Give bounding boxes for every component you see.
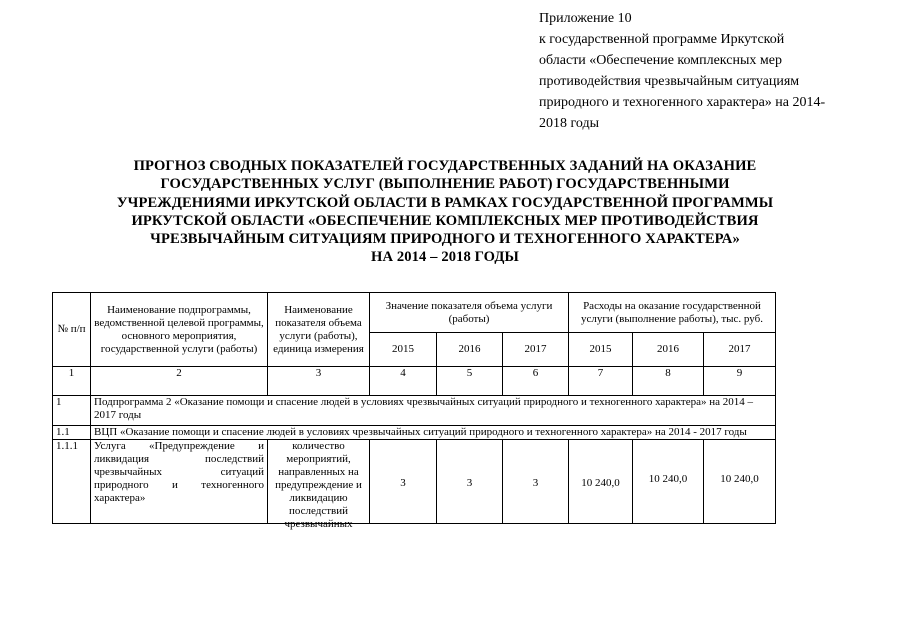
header-indicator: Наименование показателя объема услуги (работы), единица измерения: [268, 293, 370, 367]
column-number: 2: [91, 367, 268, 396]
service-indicator-cell: [268, 440, 370, 530]
row-num: 1: [53, 396, 91, 426]
title-line: ИРКУТСКОЙ ОБЛАСТИ «ОБЕСПЕЧЕНИЕ КОМПЛЕКСНЫХ МЕР ПРОТИВОДЕЙСТВИЯ: [131, 212, 759, 229]
expense-2016: 10 240,0: [633, 440, 704, 524]
appendix-note: [539, 8, 884, 134]
column-numbers-row: [53, 367, 776, 396]
service-name-cell: [91, 440, 268, 524]
document-title: [100, 157, 790, 267]
column-number: 6: [503, 367, 569, 396]
column-number: 9: [704, 367, 776, 396]
header-year: 2016: [633, 333, 704, 367]
volume-2015: 3: [370, 440, 437, 524]
service-name: Услуга «Предупреждение и ликвидация последствий чрезвычайных ситуаций природного и техногенного характера»: [94, 440, 264, 504]
appendix-line: 2018 годы: [539, 116, 600, 131]
header-expenses: Расходы на оказание государственной услуги (выполнение работы), тыс. руб.: [569, 293, 776, 333]
column-number: 7: [569, 367, 633, 396]
appendix-line: области «Обеспечение комплексных мер: [539, 53, 782, 68]
row-num: 1.1: [53, 426, 91, 440]
appendix-line: природного и техногенного характера» на 2014-: [539, 95, 826, 110]
volume-2016: 3: [437, 440, 503, 524]
subprogram-row: [53, 396, 776, 426]
header-year: 2015: [370, 333, 437, 367]
column-number: 4: [370, 367, 437, 396]
header-row: [53, 293, 776, 333]
title-line: ПРОГНОЗ СВОДНЫХ ПОКАЗАТЕЛЕЙ ГОСУДАРСТВЕННЫХ ЗАДАНИЙ НА ОКАЗАНИЕ: [133, 158, 757, 174]
title-line: ГОСУДАРСТВЕННЫХ УСЛУГ (ВЫПОЛНЕНИЕ РАБОТ) ГОСУДАРСТВЕННЫМИ: [160, 176, 730, 193]
title-line: НА 2014 – 2018 ГОДЫ: [371, 249, 519, 266]
appendix-line: к государственной программе Иркутской: [539, 32, 785, 47]
column-number: 3: [268, 367, 370, 396]
indicators-table: [52, 292, 776, 530]
header-year: 2015: [569, 333, 633, 367]
row-num: 1.1.1: [53, 440, 91, 524]
expense-2017: 10 240,0: [704, 440, 776, 524]
volume-2017: 3: [503, 440, 569, 524]
service-indicator: количество мероприятий, направленных на предупреждение и ликвидацию последствий чрезвычайных: [275, 440, 362, 530]
subprogram-text: Подпрограмма 2 «Оказание помощи и спасение людей в условиях чрезвычайных ситуаций природного и техногенного характера» на 2014 – 2017 годы: [91, 396, 776, 426]
title-line: УЧРЕЖДЕНИЯМИ ИРКУТСКОЙ ОБЛАСТИ В РАМКАХ ГОСУДАРСТВЕННОЙ ПРОГРАММЫ: [116, 194, 774, 211]
header-year: 2017: [704, 333, 776, 367]
appendix-line: Приложение 10: [539, 11, 632, 26]
column-number: 8: [633, 367, 704, 396]
program-row: [53, 426, 776, 440]
expense-2015: 10 240,0: [569, 440, 633, 524]
header-name: Наименование подпрограммы, ведомственной целевой программы, основного мероприятия, государственной услуги (работы): [91, 293, 268, 367]
header-year: 2017: [503, 333, 569, 367]
service-row: [53, 440, 776, 524]
column-number: 1: [53, 367, 91, 396]
title-line: ЧРЕЗВЫЧАЙНЫМ СИТУАЦИЯМ ПРИРОДНОГО И ТЕХНОГЕННОГО ХАРАКТЕРА»: [150, 231, 740, 248]
column-number: 5: [437, 367, 503, 396]
header-num: № п/п: [53, 293, 91, 367]
header-year: 2016: [437, 333, 503, 367]
program-text: ВЦП «Оказание помощи и спасение людей в условиях чрезвычайных ситуаций природного и техногенного характера» на 2014 - 2017 годы: [91, 426, 776, 440]
appendix-line: противодействия чрезвычайным ситуациям: [539, 74, 800, 89]
header-volume: Значение показателя объема услуги (работы): [370, 293, 569, 333]
